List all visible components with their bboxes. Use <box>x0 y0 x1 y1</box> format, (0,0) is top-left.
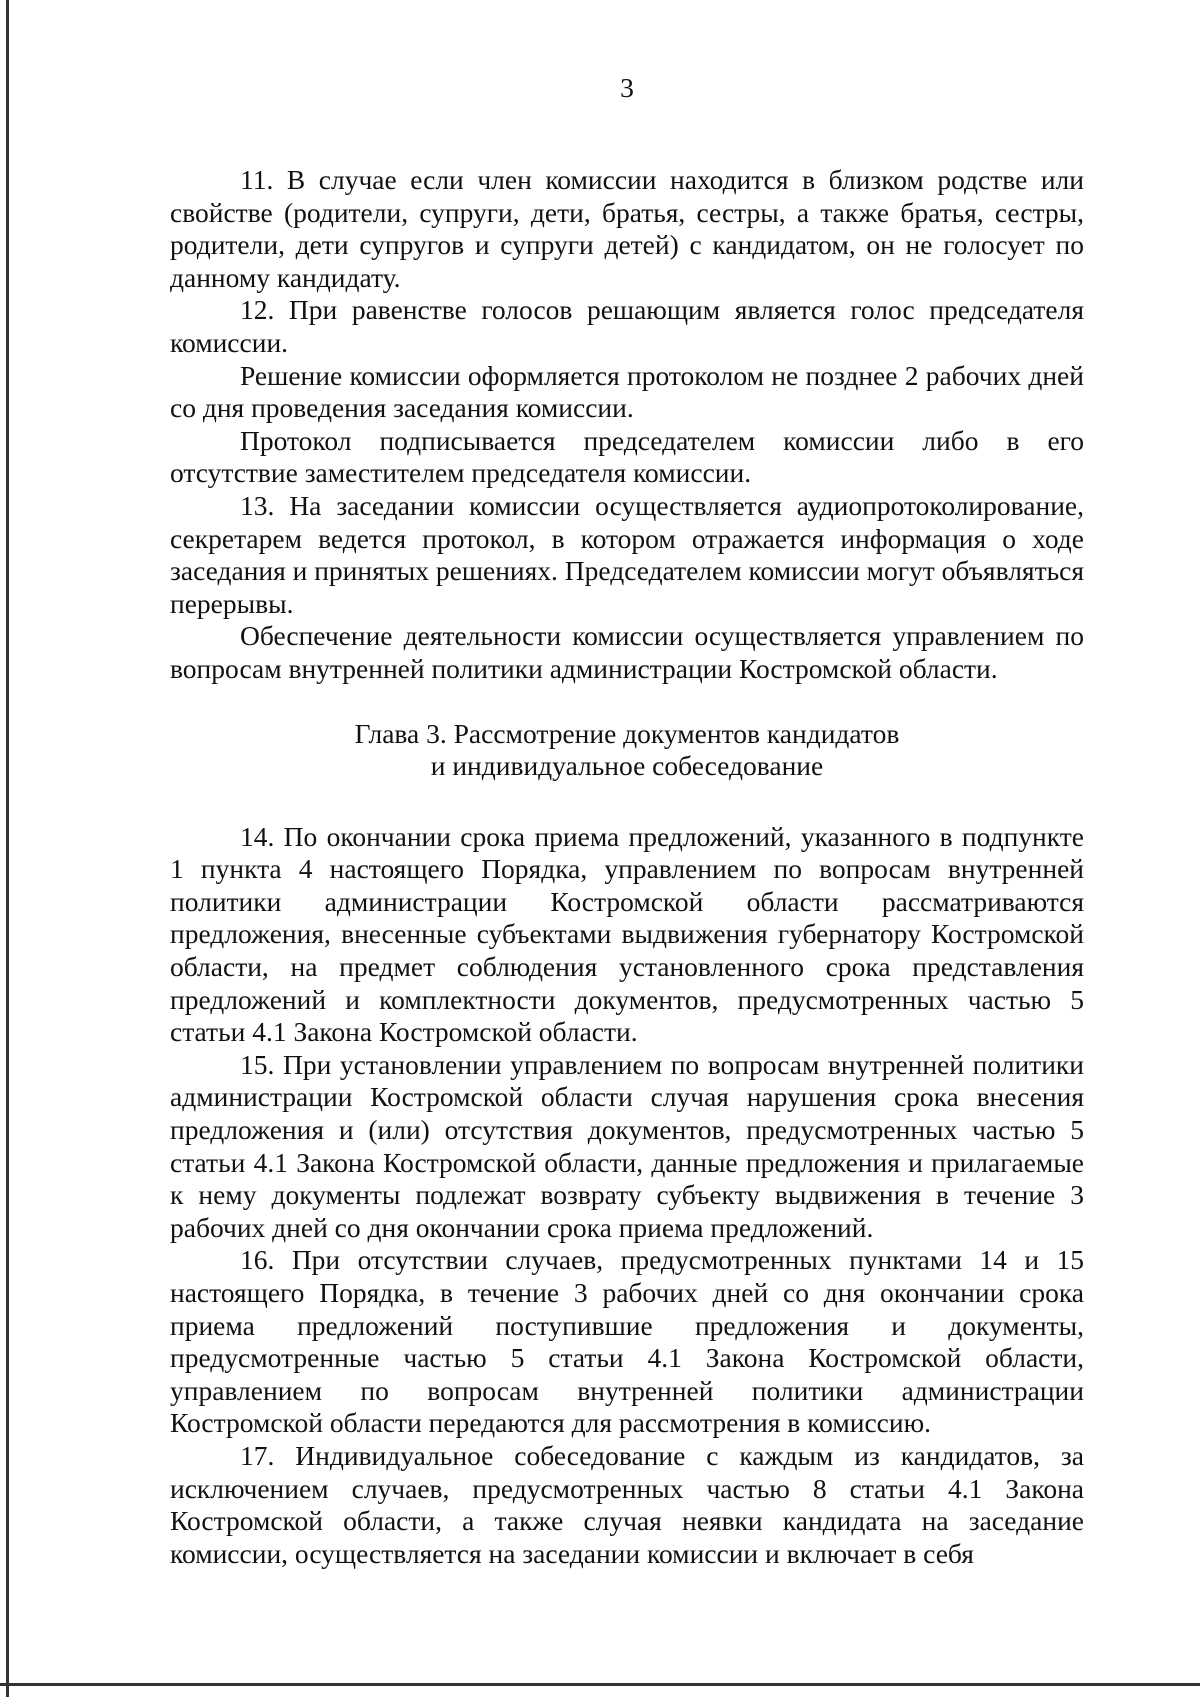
paragraph-15: 15. При установлении управлением по вопросам внутренней политики администрации Костромской области случая нарушения срока внесения предложения и (или) отсутствия документов, предусмотренных частью 5 статьи 4.1 Закона Костромской области, данные предложения и прилагаемые к нему документы подлежат возврату субъекту выдвижения в течение 3 рабочих дней со дня окончании срока приема предложений. <box>170 1048 1084 1243</box>
paragraph-13: 13. На заседании комиссии осуществляется аудиопротоколирование, секретарем ведется протокол, в котором отражается информация о ходе заседания и принятых решениях. Председателем комиссии могут объявляться перерывы. <box>170 489 1084 619</box>
scan-border-bottom <box>0 1683 1200 1686</box>
chapter-title <box>170 718 1084 783</box>
scan-border-left <box>6 0 9 1697</box>
paragraph-12: 12. При равенстве голосов решающим является голос председателя комиссии. <box>170 294 1084 358</box>
paragraph-16: 16. При отсутствии случаев, предусмотренных пунктами 14 и 15 настоящего Порядка, в течение 3 рабочих дней со дня окончании срока приема предложений поступившие предложения и документы, предусмотренные частью 5 статьи 4.1 Закона Костромской области, управлением по вопросам внутренней политики администрации Костромской области передаются для рассмотрения в комиссию. <box>170 1244 1084 1439</box>
page-number: 3 <box>620 72 634 103</box>
chapter-title-line-1: Глава 3. Рассмотрение документов кандидатов <box>354 717 900 749</box>
paragraph-decision: Решение комиссии оформляется протоколом не позднее 2 рабочих дней со дня проведения заседания комиссии. <box>170 359 1084 424</box>
paragraph-17: 17. Индивидуальное собеседование с каждым из кандидатов, за исключением случаев, предусмотренных частью 8 статьи 4.1 Закона Костромской области, а также случая неявки кандидата на заседание комиссии, осуществляется на заседании комиссии и включает в себя <box>170 1439 1084 1569</box>
chapter-title-line-2: и индивидуальное собеседование <box>430 750 824 782</box>
document-page <box>170 70 1084 1570</box>
paragraph-protocol: Протокол подписывается председателем комиссии либо в его отсутствие заместителем председателя комиссии. <box>170 424 1084 489</box>
paragraph-14: 14. По окончании срока приема предложений, указанного в подпункте 1 пункта 4 настоящего Порядка, управлением по вопросам внутренней политики администрации Костромской области рассматриваются предложения, внесенные субъектами выдвижения губернатору Костромской области, на предмет соблюдения установленного срока представления предложений и комплектности документов, предусмотренных частью 5 статьи 4.1 Закона Костромской области. <box>170 820 1084 1048</box>
paragraph-11: 11. В случае если член комиссии находится в близком родстве или свойстве (родители, супруги, дети, братья, сестры, а также братья, сестры, родители, дети супругов и супруги детей) с кандидатом, он не голосует по данному кандидату. <box>170 164 1084 293</box>
paragraph-support: Обеспечение деятельности комиссии осуществляется управлением по вопросам внутренней политики администрации Костромской области. <box>170 620 1084 684</box>
